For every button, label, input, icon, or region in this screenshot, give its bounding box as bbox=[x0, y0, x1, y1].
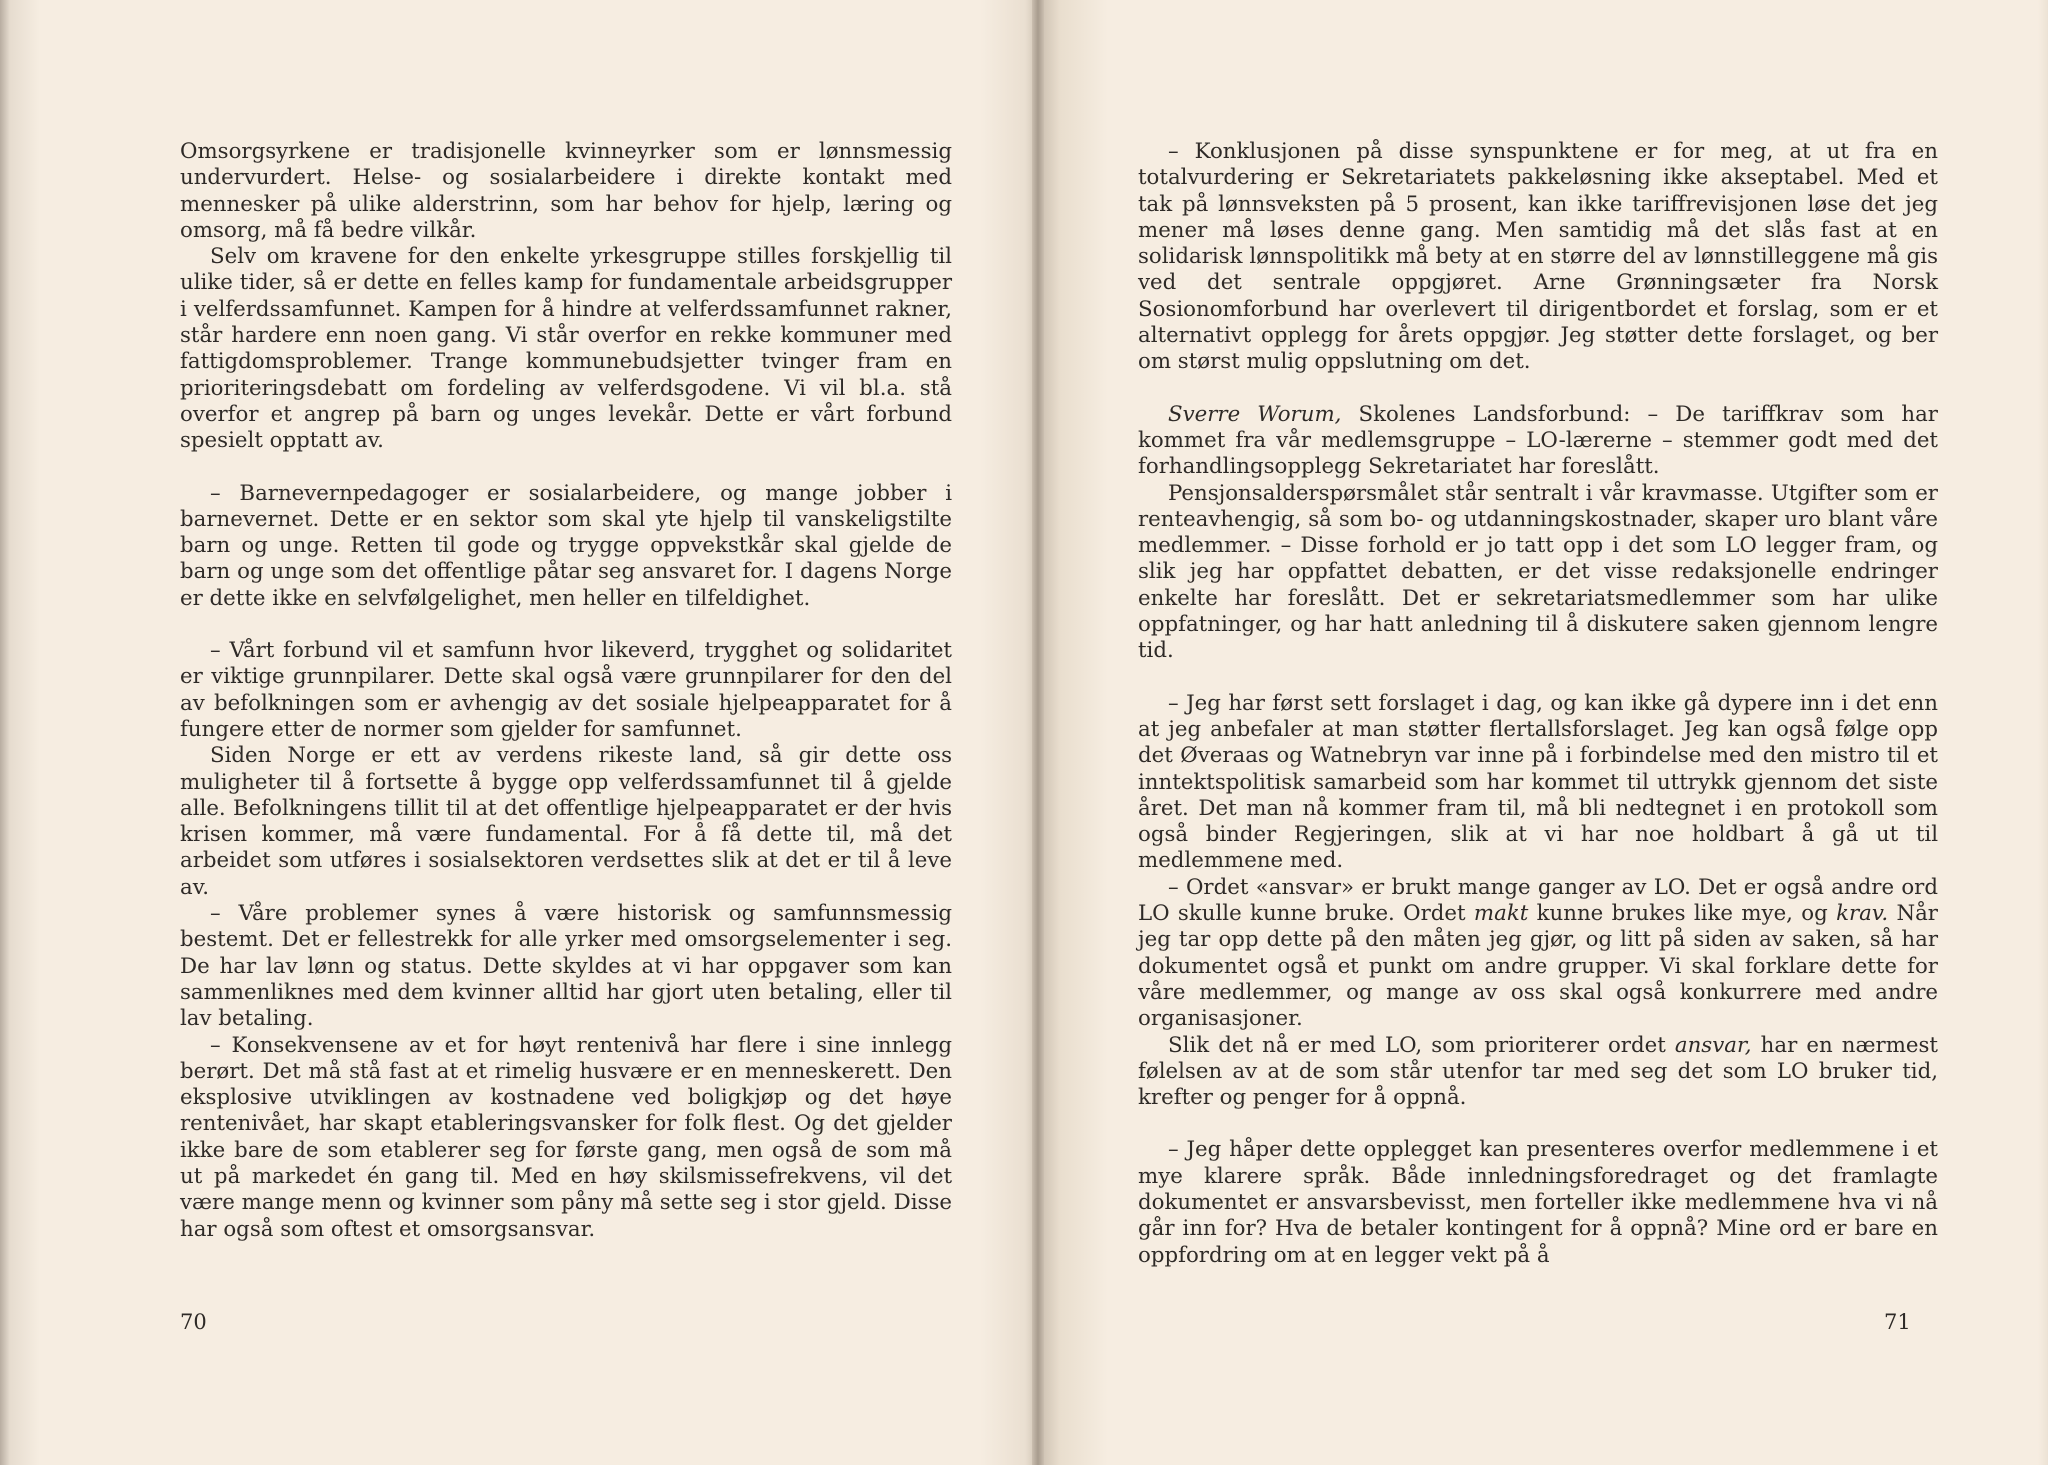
paragraph: Selv om kravene for den enkelte yrkesgruppe stilles forskjellig til ulike tider, så er dette en felles kamp for fundamentale arbeidsgrupper i velferdssamfunnet. Kampen for å hindre at velferdssamfunnet rakner, står hardere enn noen gang. Vi står overfor en rekke kommuner med fattigdomsproblemer. Trange kommunebudsjetter tvinger fram en prioriteringsdebatt om fordeling av velferdsgodene. Vi vil bl.a. stå overfor et angrep på barn og unges levekår. Dette er vårt forbund spesielt opptatt av. bbox=[180, 244, 952, 454]
right-page-body bbox=[1138, 139, 1938, 1269]
paragraph: Omsorgsyrkene er tradisjonelle kvinneyrker som er lønnsmessig undervurdert. Helse- og sosialarbeidere i direkte kontakt med mennesker på ulike alderstrinn, som har behov for hjelp, læring og omsorg, må få bedre vilkår. bbox=[180, 139, 952, 243]
emphasis: ansvar, bbox=[1674, 1032, 1752, 1058]
page-number: 71 bbox=[1884, 1310, 1911, 1334]
emphasis: krav. bbox=[1836, 901, 1889, 927]
paragraph: Pensjonsalderspørsmålet står sentralt i vår kravmasse. Utgifter som er renteavhengig, så som bo- og utdanningskostnader, skaper uro blant våre medlemmer. – Disse forhold er jo tatt opp i det som LO legger fram, og slik jeg har oppfattet debatten, er det visse redaksjonelle endringer enkelte har foreslått. Det er sekretariatsmedlemmer som har ulike oppfatninger, og har hatt anledning til å diskutere saken gjennom lengre tid. bbox=[1138, 480, 1938, 664]
speaker-name: Sverre Worum, bbox=[1168, 401, 1342, 427]
paragraph-text: har en nærmest følelsen av at de som står utenfor tar med seg det som LO bruker tid, krefter og penger for å oppnå. bbox=[1138, 1032, 1938, 1111]
paragraph: – Jeg har først sett forslaget i dag, og kan ikke gå dypere inn i det enn at jeg anbefaler at man støtter flertallsforslaget. Jeg kan også følge opp det Øveraas og Watnebryn var inne på i forbindelse med den mistro til et inntektspolitisk samarbeid som har kommet til uttrykk gjennom det siste året. Det man nå kommer fram til, må bli nedtegnet i en protokoll som også binder Regjeringen, slik at vi har noe holdbart å gå ut til medlemmene med. bbox=[1138, 690, 1938, 874]
paragraph: – Barnevernpedagoger er sosialarbeidere, og mange jobber i barnevernet. Dette er en sektor som skal yte hjelp til vanskeligstilte barn og unge. Retten til gode og trygge oppvekstkår skal gjelde de barn og unge som det offentlige påtar seg ansvaret for. I dagens Norge er dette ikke en selvfølgelighet, men heller en tilfeldighet. bbox=[180, 480, 952, 611]
paragraph-text: kunne brukes like mye, og bbox=[1528, 901, 1837, 927]
paragraph: – Konsekvensene av et for høyt rentenivå har flere i sine innlegg berørt. Det må stå fast at et rimelig husvære er en menneskerett. Den eksplosive utviklingen av kostnadene ved boligkjøp og det høye rentenivået, har skapt etableringsvansker for folk flest. Og det gjelder ikke bare de som etablerer seg for første gang, men også de som må ut på markedet én gang til. Med en høy skilsmissefrekvens, vil det være mange menn og kvinner som påny må sette seg i stor gjeld. Disse har også som oftest et omsorgsansvar. bbox=[180, 1032, 952, 1242]
left-page-body bbox=[180, 139, 952, 1243]
paragraph bbox=[1138, 1033, 1938, 1112]
page-number: 70 bbox=[180, 1310, 207, 1334]
paragraph bbox=[1138, 875, 1938, 1033]
paragraph-text: Slik det nå er med LO, som prioriterer ordet bbox=[1168, 1032, 1675, 1058]
paragraph: – Våre problemer synes å være historisk og samfunnsmessig bestemt. Det er fellestrekk for alle yrker med omsorgselementer i seg. De har lav lønn og status. Dette skyldes at vi har oppgaver som kan sammenliknes med dem kvinner alltid har gjort uten betaling, eller til lav betaling. bbox=[180, 901, 952, 1032]
emphasis: makt bbox=[1473, 901, 1529, 927]
paragraph-text: Når jeg tar opp dette på den måten jeg gjør, og litt på siden av saken, så har dokumentet også et punkt om andre grupper. Vi skal forklare dette for våre medlemmer, og mange av oss skal også konkurrere med andre organisasjoner. bbox=[1138, 901, 1938, 1032]
paragraph: – Jeg håper dette opplegget kan presenteres overfor medlemmene i et mye klarere språk. Både innledningsforedraget og det framlagte dokumentet er ansvarsbevisst, men forteller ikke medlemmene hva vi nå går inn for? Hva de betaler kontingent for å oppnå? Mine ord er bare en oppfordring om at en legger vekt på å bbox=[1138, 1137, 1938, 1268]
book-gutter bbox=[1032, 0, 1044, 1465]
paragraph-text: Skolenes Landsforbund: – De tariffkrav som har kommet fra vår medlemsgruppe – LO-lærerne – stemmer godt med det forhandlingsopplegg Sekretariatet har foreslått. bbox=[1138, 401, 1938, 480]
paragraph bbox=[1138, 402, 1938, 481]
paragraph: – Konklusjonen på disse synspunktene er for meg, at ut fra en totalvurdering er Sekretariatets pakkeløsning ikke akseptabel. Med et tak på lønnsveksten på 5 prosent, kan ikke tariffrevisjonen løse det jeg mener må løses denne gang. Men samtidig må det slås fast at en solidarisk lønnspolitikk må bety at en større del av lønnstilleggene må gis ved det sentrale oppgjøret. Arne Grønningsæter fra Norsk Sosionomforbund har overlevert til dirigentbordet et forslag, som er et alternativt opplegg for årets oppgjør. Jeg støtter dette forslaget, og ber om størst mulig oppslutning om det. bbox=[1138, 139, 1938, 375]
paragraph-text: – Ordet «ansvar» er brukt mange ganger av LO. Det er også andre ord LO skulle kunne bruke. Ordet bbox=[1138, 874, 1938, 927]
right-page bbox=[1038, 0, 2048, 1465]
paragraph: Siden Norge er ett av verdens rikeste land, så gir dette oss muligheter til å fortsette å bygge opp velferdssamfunnet til å gjelde alle. Befolkningens tillit til at det offentlige hjelpeapparatet er der hvis krisen kommer, må være fundamental. For å få dette til, må det arbeidet som utføres i sosialsektoren verdsettes slik at det er til å leve av. bbox=[180, 743, 952, 900]
paragraph: – Vårt forbund vil et samfunn hvor likeverd, trygghet og solidaritet er viktige grunnpilarer. Dette skal også være grunnpilarer for den del av befolkningen som er avhengig av det sosiale hjelpeapparatet for å fungere etter de normer som gjelder for samfunnet. bbox=[180, 638, 952, 742]
